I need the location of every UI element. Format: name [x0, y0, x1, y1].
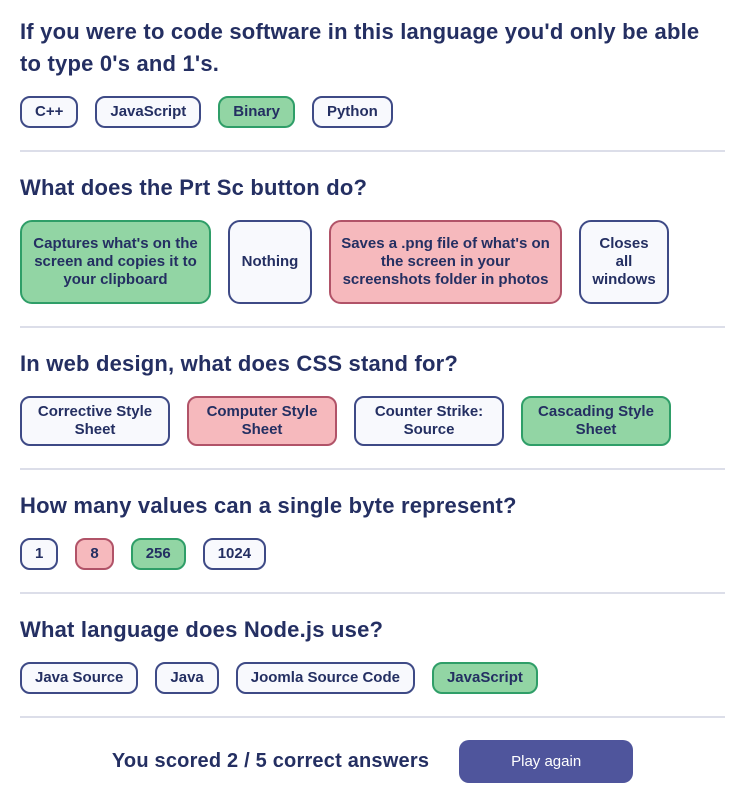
question-heading: What language does Node.js use?	[20, 617, 384, 642]
divider	[20, 468, 725, 470]
question-block-2	[20, 172, 725, 328]
question-heading: If you were to code software in this language you'd only be able to type 0's and 1's.	[20, 19, 700, 76]
divider	[20, 150, 725, 152]
answer-pill[interactable]: Binary	[218, 96, 295, 128]
answer-pill[interactable]: Captures what's on the screen and copies it to your clipboard	[20, 220, 211, 304]
answers-row	[20, 396, 725, 446]
score-text: You scored 2 / 5 correct answers	[111, 750, 430, 772]
play-again-button[interactable]: Play again	[459, 740, 633, 783]
divider	[20, 716, 725, 718]
divider	[20, 326, 725, 328]
answer-pill[interactable]: 1024	[203, 538, 266, 570]
answer-pill[interactable]: Joomla Source Code	[236, 662, 415, 694]
quiz-results-page	[20, 16, 725, 783]
answer-pill[interactable]: Corrective Style Sheet	[20, 396, 170, 446]
answer-pill[interactable]: Cascading Style Sheet	[521, 396, 671, 446]
question-block-5	[20, 614, 725, 718]
question-block-1	[20, 16, 725, 152]
answers-row	[20, 220, 725, 304]
answer-pill[interactable]: Nothing	[228, 220, 312, 304]
answer-pill[interactable]: C++	[20, 96, 78, 128]
answers-row	[20, 662, 725, 694]
question-heading: How many values can a single byte represent?	[20, 493, 517, 518]
answer-pill[interactable]: Computer Style Sheet	[187, 396, 337, 446]
answer-pill[interactable]: Python	[312, 96, 393, 128]
answer-pill[interactable]: Java	[155, 662, 218, 694]
answer-pill[interactable]: JavaScript	[95, 96, 201, 128]
answer-pill[interactable]: 8	[75, 538, 113, 570]
answers-row	[20, 538, 725, 570]
question-heading: In web design, what does CSS stand for?	[20, 351, 459, 376]
answer-pill[interactable]: Closes all windows	[579, 220, 669, 304]
answer-pill[interactable]: 1	[20, 538, 58, 570]
question-block-4	[20, 490, 725, 594]
divider	[20, 592, 725, 594]
question-heading: What does the Prt Sc button do?	[20, 175, 368, 200]
answer-pill[interactable]: JavaScript	[432, 662, 538, 694]
answer-pill[interactable]: Saves a .png file of what's on the screen in your screenshots folder in photos	[329, 220, 562, 304]
answer-pill[interactable]: Java Source	[20, 662, 138, 694]
answer-pill[interactable]: Counter Strike: Source	[354, 396, 504, 446]
answers-row	[20, 96, 725, 128]
question-block-3	[20, 348, 725, 470]
score-footer	[20, 740, 725, 783]
answer-pill[interactable]: 256	[131, 538, 186, 570]
